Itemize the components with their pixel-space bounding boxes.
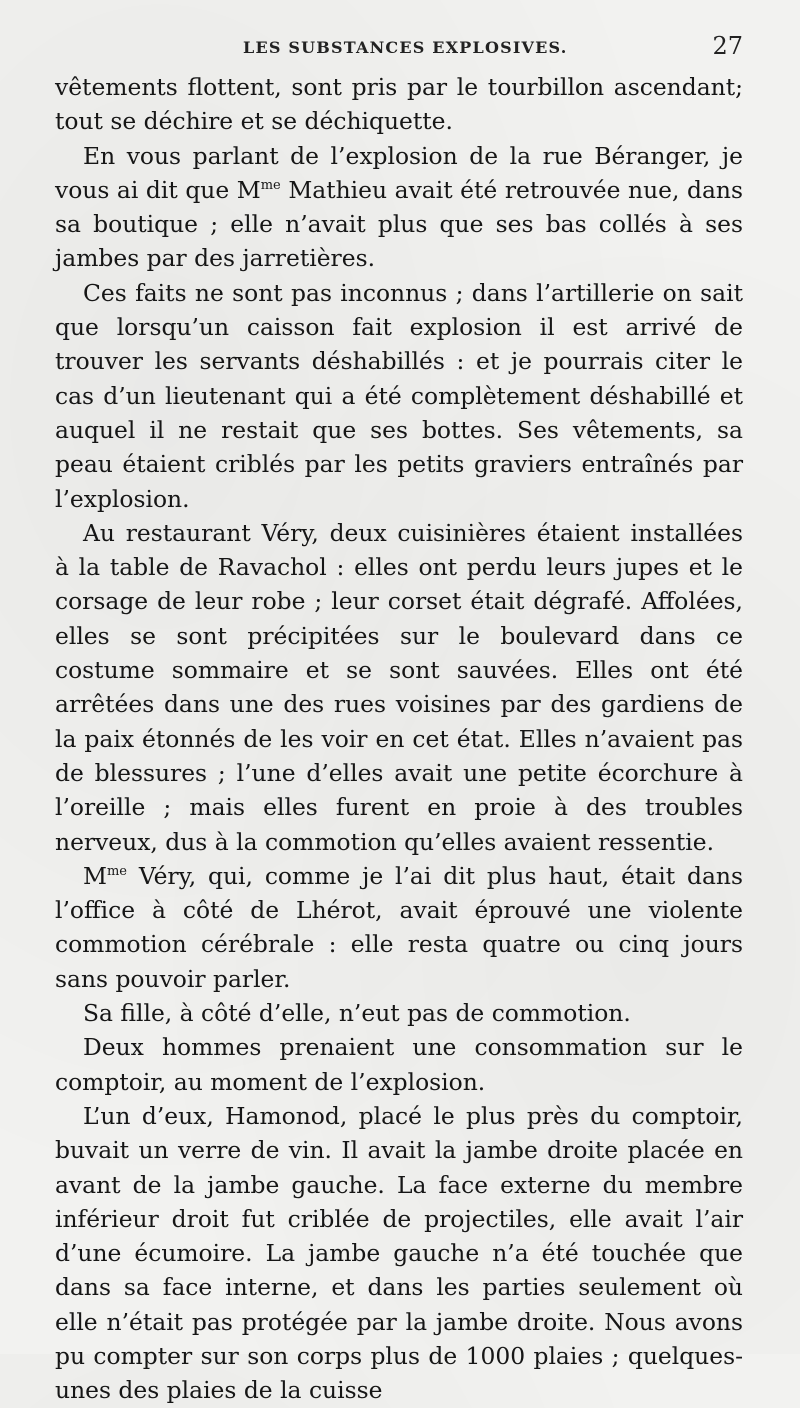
abbreviation-superscript: me (260, 177, 281, 193)
abbreviation-superscript: me (106, 863, 127, 879)
paragraph-continued: vêtements flottent, sont pris par le tourbillon ascendant; tout se déchire et se déchiquette. (55, 73, 743, 136)
paragraph-artillerie: Ces faits ne sont pas inconnus ; dans l’artillerie on sait que lorsqu’un caisson fait explosion il est arrivé de trouver les servants déshabillés : et je pourrais citer le cas d’un lieutenant qui a été complètement déshabillé et auquel il ne restait que ses bottes. Ses vêtements, sa peau étaient criblés par les petits graviers entraînés par l’explosion. (55, 278, 743, 513)
paragraph-rue-beranger (55, 139, 743, 276)
page-number: 27 (712, 32, 743, 60)
running-header (55, 30, 743, 70)
paragraph-text: Mathieu avait été retrouvée nue, dans sa boutique ; elle n’avait plus que ses bas collés à ses jambes par des jarretières. (55, 175, 743, 273)
running-title: LES SUBSTANCES EXPLOSIVES. (243, 38, 568, 57)
book-page (55, 30, 743, 1408)
body-text (55, 70, 743, 1408)
paragraph-text: En vous parlant de l’explosion de la rue Béranger, je vous ai dit que M (55, 141, 743, 204)
paragraph-text: Véry, qui, comme je l’ai dit plus haut, était dans l’office à côté de Lhérot, avait éprouvé une violente commotion cérébrale : elle resta quatre ou cinq jours sans pouvoir parler. (55, 861, 743, 993)
paragraph-sa-fille: Sa fille, à côté d’elle, n’eut pas de commotion. (83, 999, 631, 1028)
paragraph-deux-hommes: Deux hommes prenaient une consommation sur le comptoir, au moment de l’explosion. (55, 1033, 743, 1096)
paragraph-restaurant-very: Au restaurant Véry, deux cuisinières étaient installées à la table de Ravachol : elles ont perdu leurs jupes et le corsage de leur robe ; leur corset était dégrafé. Affolées, elles se sont précipitées sur le boulevard dans ce costume sommaire et se sont sauvées. Elles ont été arrêtées dans une des rues voisines par des gardiens de la paix étonnés de les voir en cet état. Elles n’avaient pas de blessures ; l’une d’elles avait une petite écorchure à l’oreille ; mais elles furent en proie à des troubles nerveux, dus à la commotion qu’elles avaient ressentie. (55, 518, 743, 856)
paragraph-hamonod: L’un d’eux, Hamonod, placé le plus près du comptoir, buvait un verre de vin. Il avait la jambe droite placée en avant de la jambe gauche. La face externe du membre inférieur droit fut criblée de projectiles, elle avait l’air d’une écumoire. La jambe gauche n’a été touchée que dans sa face interne, et dans les parties seulement où elle n’était pas protégée par la jambe droite. Nous avons pu compter sur son corps plus de 1000 plaies ; quelques-unes des plaies de la cuisse (55, 1101, 743, 1405)
paragraph-text: M (83, 861, 107, 890)
paragraph-mme-very (55, 859, 743, 996)
